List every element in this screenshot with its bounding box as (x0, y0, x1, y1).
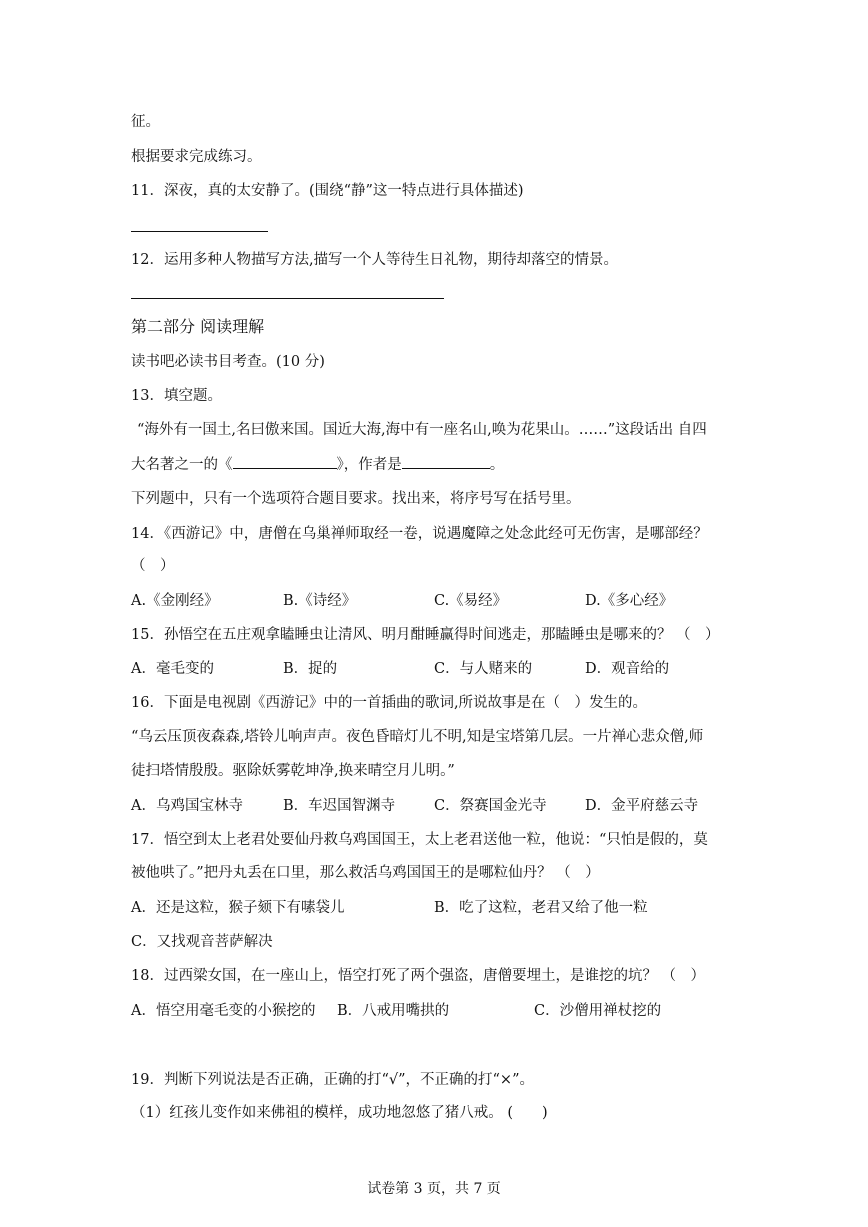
option-14-a[interactable]: A.《金刚经》 (131, 593, 219, 609)
fill-prefix: 大名著之一的《 (131, 457, 233, 473)
option-16-b[interactable]: B．车迟国智渊寺 (283, 798, 396, 814)
question-16: 16．下面是电视剧《西游记》中的一首插曲的歌词,所说故事是在（ ）发生的。 (131, 695, 648, 711)
book-title-blank[interactable] (233, 454, 337, 469)
option-14-b[interactable]: B.《诗经》 (283, 593, 357, 609)
question-11: 11．深夜，真的太安静了。(围绕“静”这一特点进行具体描述) (131, 183, 524, 199)
question-14: 14．《西游记》中，唐僧在乌巢禅师取经一卷，说遇魔障之处念此经可无伤害，是哪部经？ (131, 526, 708, 542)
question-13-fill (131, 454, 504, 475)
question-17-line-2: 被他哄了。”把丹丸丢在口里，那么救活乌鸡国国王的是哪粒仙丹？ （ ） (131, 865, 600, 881)
option-18-c[interactable]: C．沙僧用禅杖挖的 (534, 1003, 662, 1019)
option-14-c[interactable]: C.《易经》 (434, 593, 508, 609)
fill-middle: 》，作者是 (336, 457, 402, 473)
option-18-a[interactable]: A．悟空用毫毛变的小猴挖的 (131, 1003, 316, 1019)
option-17-a[interactable]: A．还是这粒，猴子颏下有嗉袋儿 (131, 900, 345, 916)
question-19: 19．判断下列说法是否正确，正确的打“√”，不正确的打“×”。 (131, 1072, 534, 1088)
instruction-text: 根据要求完成练习。 (131, 149, 262, 165)
choice-instruction: 下列题中，只有一个选项符合题目要求。找出来，将序号写在括号里。 (131, 491, 581, 507)
option-16-a[interactable]: A．乌鸡国宝林寺 (131, 798, 243, 814)
author-blank[interactable] (402, 454, 490, 469)
option-16-c[interactable]: C．祭赛国金光寺 (434, 798, 547, 814)
option-15-c[interactable]: C．与人赌来的 (434, 661, 533, 677)
question-13-text: “海外有一国土,名曰傲来国。国近大海,海中有一座名山,唤为花果山。……”这段话出 自四 (137, 422, 707, 438)
answer-paren-14[interactable]: （ ） (131, 558, 175, 574)
question-17-line-1: 17．悟空到太上老君处要仙丹救乌鸡国国王，太上老君送他一粒，他说：“只怕是假的，莫 (131, 832, 708, 848)
option-15-d[interactable]: D．观音给的 (585, 661, 670, 677)
question-19-item-1: （1）红孩儿变作如来佛祖的模样，成功地忽悠了猪八戒。 ( ) (131, 1105, 548, 1121)
answer-line-11[interactable] (131, 231, 268, 232)
lyric-line-1: “乌云压顶夜森森,塔铃儿响声声。夜色昏暗灯儿不明,知是宝塔第几层。一片禅心悲众僧,师 (131, 729, 704, 745)
fill-suffix: 。 (489, 457, 505, 473)
section-title: 第二部分 阅读理解 (131, 317, 265, 336)
option-14-d[interactable]: D.《多心经》 (585, 593, 674, 609)
question-15: 15．孙悟空在五庄观拿瞌睡虫让清风、明月酣睡赢得时间逃走，那瞌睡虫是哪来的？ （ ） (131, 627, 720, 643)
option-16-d[interactable]: D．金平府慈云寺 (585, 798, 699, 814)
option-17-c[interactable]: C．又找观音菩萨解决 (131, 934, 273, 950)
option-18-b[interactable]: B．八戒用嘴拱的 (337, 1003, 450, 1019)
reading-heading: 读书吧必读书目考查。(10 分) (131, 354, 325, 370)
question-13: 13．填空题。 (131, 388, 222, 404)
question-12: 12．运用多种人物描写方法,描写一个人等待生日礼物，期待却落空的情景。 (131, 252, 619, 268)
text-line: 征。 (131, 114, 160, 130)
page-footer: 试卷第 3 页，共 7 页 (367, 1181, 501, 1197)
option-17-b[interactable]: B．吃了这粒，老君又给了他一粒 (434, 900, 648, 916)
answer-line-12[interactable] (131, 298, 444, 299)
option-15-a[interactable]: A．毫毛变的 (131, 661, 214, 677)
option-15-b[interactable]: B．捉的 (283, 661, 338, 677)
lyric-line-2: 徒扫塔情殷殷。驱除妖雾乾坤净,换来晴空月儿明。” (131, 763, 455, 779)
question-18: 18．过西梁女国，在一座山上，悟空打死了两个强盗，唐僧要埋土，是谁挖的坑？ （ ） (131, 968, 706, 984)
